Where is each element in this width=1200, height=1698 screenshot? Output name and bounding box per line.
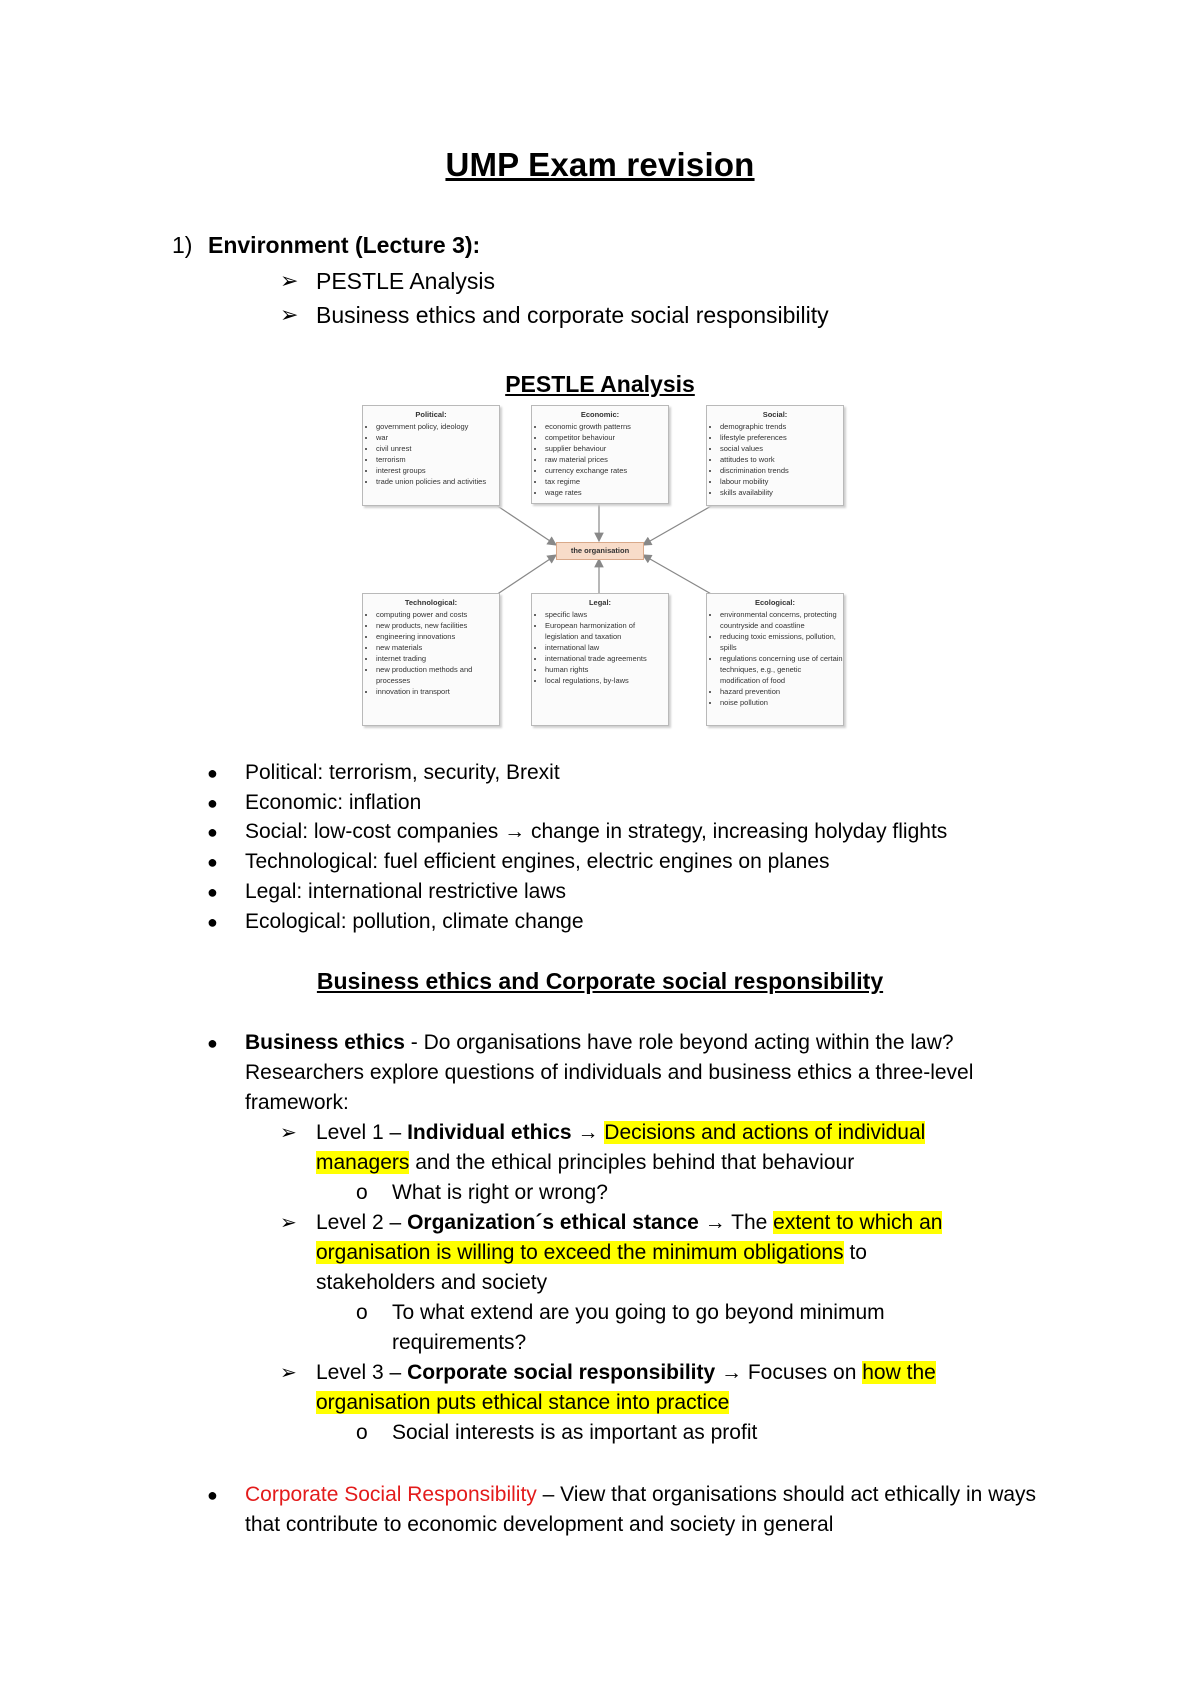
box-item: • skills availability — [720, 487, 843, 498]
box-item: • new products, new facilities — [376, 620, 499, 631]
ethics-term: Business ethics — [245, 1031, 405, 1054]
highlighted-text: how the organisation puts ethical stance into practice — [316, 1361, 936, 1414]
csr-definition: – View that organisations should act ethically in ways that contribute to economic development and society in general — [245, 1483, 1037, 1536]
arrow-bullet-icon: ➢ — [280, 268, 299, 293]
box-item: • trade union policies and activities — [376, 476, 499, 487]
box-item: • demographic trends — [720, 421, 843, 432]
box-title: Political: — [415, 410, 447, 419]
pestle-box-legal — [531, 593, 669, 726]
box-item: • regulations concerning use of certain techniques, e.g., genetic modification of food — [720, 653, 843, 686]
box-item: • supplier behaviour — [545, 443, 668, 454]
box-item: • discrimination trends — [720, 465, 843, 476]
box-item: • competitor behaviour — [545, 432, 668, 443]
level-arrow: → — [698, 1211, 732, 1234]
box-item: • currency exchange rates — [545, 465, 668, 476]
box-item: • interest groups — [376, 465, 499, 476]
box-item: • European harmonization of legislation and taxation — [545, 620, 668, 642]
bullet-text: Legal: international restrictive laws — [245, 880, 566, 903]
bullet-text: Ecological: pollution, climate change — [245, 910, 584, 933]
level-arrow: → — [571, 1121, 605, 1144]
level-pre: Focuses on — [747, 1361, 863, 1384]
level-text — [316, 1358, 976, 1418]
csr-term: Corporate Social Responsibility — [245, 1483, 537, 1506]
bullet-dot-icon: ● — [207, 852, 218, 872]
bullet-text: Political: terrorism, security, Brexit — [245, 761, 560, 784]
pestle-box-economic — [531, 405, 669, 504]
circle-bullet-icon: o — [356, 1181, 368, 1204]
box-item: • computing power and costs — [376, 609, 499, 620]
box-item: • government policy, ideology — [376, 421, 499, 432]
box-item: • engineering innovations — [376, 631, 499, 642]
box-item: • terrorism — [376, 454, 499, 465]
box-item: • economic growth patterns — [545, 421, 668, 432]
level-name: Individual ethics — [407, 1121, 572, 1144]
pestle-box-social — [706, 405, 844, 506]
level-arrow: → — [715, 1361, 748, 1384]
box-item: • innovation in transport — [376, 686, 499, 697]
bullet-text: Social: low-cost companies → change in strategy, increasing holyday flights — [245, 820, 948, 843]
organisation-node: the organisation — [556, 542, 644, 560]
section-heading: Environment (Lecture 3): — [208, 232, 481, 258]
arrow-bullet-icon: ➢ — [280, 1362, 297, 1384]
level-text — [316, 1118, 976, 1178]
box-item: • human rights — [545, 664, 668, 675]
level-pre: The — [731, 1211, 774, 1234]
pestle-box-political — [362, 405, 500, 506]
pestle-heading: PESTLE Analysis — [505, 371, 695, 397]
level-name: Corporate social responsibility — [407, 1361, 716, 1384]
box-item: • environmental concerns, protecting countryside and coastline — [720, 609, 843, 631]
level-post: to stakeholders and society — [316, 1241, 867, 1294]
box-item: • internet trading — [376, 653, 499, 664]
bullet-dot-icon: ● — [207, 1033, 218, 1053]
level-name: Organization´s ethical stance — [407, 1211, 699, 1234]
bullet-dot-icon: ● — [207, 822, 218, 842]
circle-bullet-icon: o — [356, 1301, 368, 1324]
pestle-box-ecological — [706, 593, 844, 726]
box-title: Technological: — [404, 598, 458, 607]
box-item: • local regulations, by-laws — [545, 675, 668, 686]
circle-bullet-icon: o — [356, 1421, 368, 1444]
box-item: • civil unrest — [376, 443, 499, 454]
box-item: • new materials — [376, 642, 499, 653]
box-item: • reducing toxic emissions, pollution, spills — [720, 631, 843, 653]
connector-technological — [496, 555, 556, 595]
subpoint-text: To what extend are you going to go beyond minimum requirements? — [392, 1301, 885, 1354]
bullet-dot-icon: ● — [207, 793, 218, 813]
ethics-text — [245, 1028, 1045, 1118]
document-title: UMP Exam revision — [445, 146, 755, 183]
highlighted-text: Decisions and actions of individual managers — [316, 1121, 926, 1174]
connector-social — [643, 505, 713, 545]
box-item: • labour mobility — [720, 476, 843, 487]
bullet-text: Technological: fuel efficient engines, electric engines on planes — [245, 850, 830, 873]
box-title: Ecological: — [754, 598, 795, 607]
subpoint-text: What is right or wrong? — [392, 1181, 608, 1204]
bullet-dot-icon: ● — [207, 1485, 218, 1505]
level-text — [316, 1208, 976, 1298]
ethics-heading: Business ethics and Corporate social responsibility — [316, 968, 884, 994]
box-item: • international law — [545, 642, 668, 653]
box-item: • hazard prevention — [720, 686, 843, 697]
pestle-diagram — [358, 405, 848, 730]
box-item: • wage rates — [545, 487, 668, 498]
arrow-bullet-icon: ➢ — [280, 1212, 297, 1234]
box-title: Social: — [762, 410, 788, 419]
level-prefix: Level 3 – — [316, 1361, 408, 1384]
box-item: • specific laws — [545, 609, 668, 620]
connector-political — [496, 505, 556, 545]
box-title: Economic: — [580, 410, 620, 419]
level-prefix: Level 2 – — [316, 1211, 408, 1234]
section-number: 1) — [172, 232, 193, 258]
connector-ecological — [643, 555, 713, 595]
box-item: • war — [376, 432, 499, 443]
box-item: • attitudes to work — [720, 454, 843, 465]
box-item: • new production methods and processes — [376, 664, 499, 686]
bullet-text: Economic: inflation — [245, 791, 422, 814]
bullet-dot-icon: ● — [207, 912, 218, 932]
box-title: Legal: — [588, 598, 612, 607]
subpoint-text: Social interests is as important as profit — [392, 1421, 758, 1444]
csr-text — [245, 1480, 1045, 1540]
ethics-definition: - Do organisations have role beyond acting within the law? Researchers explore questions of individuals and business ethics a three-level framework: — [245, 1031, 974, 1114]
pestle-box-technological — [362, 593, 500, 726]
box-item: • tax regime — [545, 476, 668, 487]
topic-text: PESTLE Analysis — [316, 268, 495, 294]
box-item: • lifestyle preferences — [720, 432, 843, 443]
bullet-dot-icon: ● — [207, 882, 218, 902]
level-post: and the ethical principles behind that behaviour — [409, 1151, 855, 1174]
box-item: • social values — [720, 443, 843, 454]
arrow-bullet-icon: ➢ — [280, 302, 299, 327]
level-prefix: Level 1 – — [316, 1121, 408, 1144]
topic-text: Business ethics and corporate social responsibility — [316, 302, 829, 328]
highlighted-text: extent to which an organisation is willing to exceed the minimum obligations — [316, 1211, 943, 1264]
box-item: • international trade agreements — [545, 653, 668, 664]
arrow-bullet-icon: ➢ — [280, 1122, 297, 1144]
bullet-dot-icon: ● — [207, 763, 218, 783]
box-item: • raw material prices — [545, 454, 668, 465]
box-item: • noise pollution — [720, 697, 843, 708]
